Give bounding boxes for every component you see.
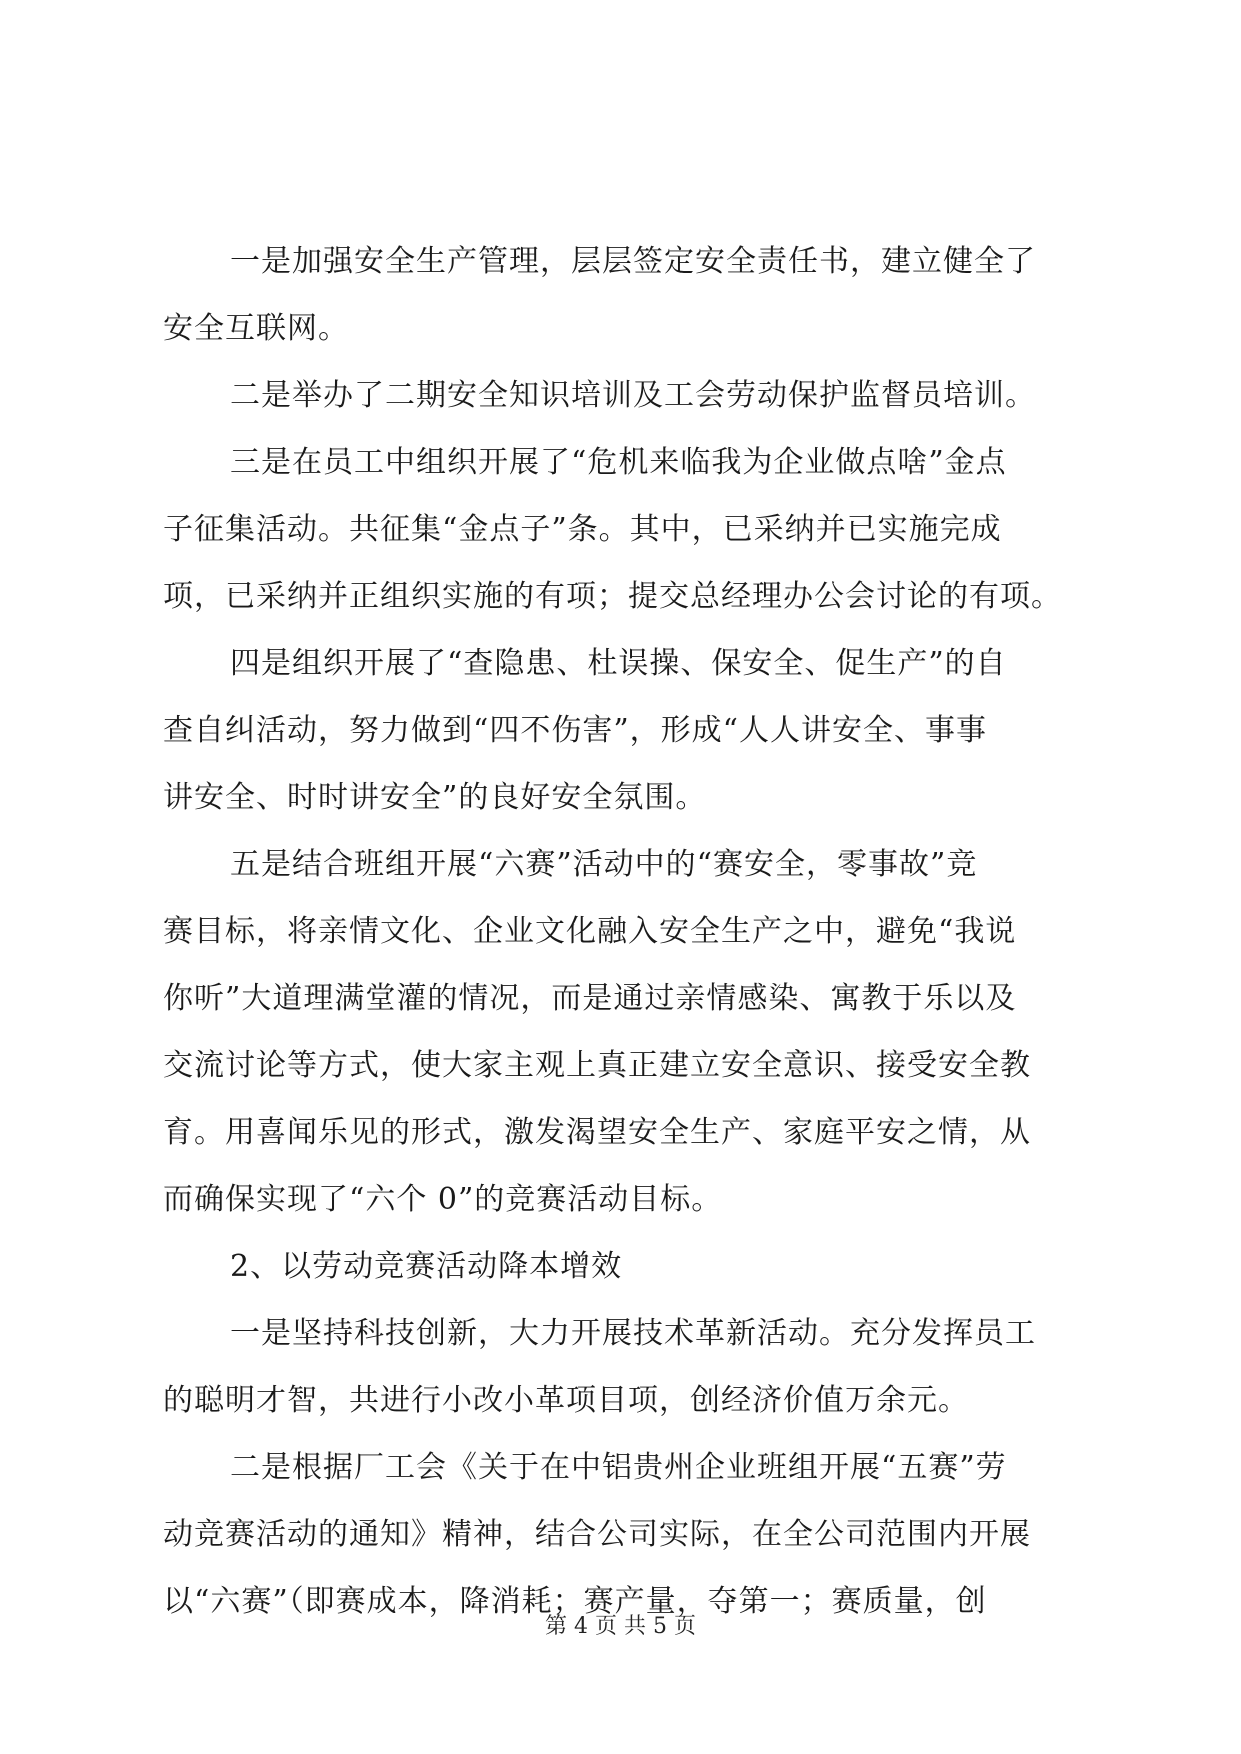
paragraph-5-line-4: 交流讨论等方式，使大家主观上真正建立安全意识、接受安全教 [163, 1048, 1031, 1083]
paragraph-3-line-1: 三是在员工中组织开展了“危机来临我为企业做点啥”金点 [230, 445, 1007, 480]
paragraph-5-line-1: 五是结合班组开展“六赛”活动中的“赛安全，零事故”竞 [230, 847, 978, 882]
paragraph-2-line-1: 二是举办了二期安全知识培训及工会劳动保护监督员培训。 [230, 378, 1036, 413]
paragraph-7-line-1: 一是坚持科技创新，大力开展技术革新活动。充分发挥员工 [230, 1316, 1036, 1351]
page-number-footer: 第 4 页 共 5 页 [545, 1614, 696, 1639]
paragraph-4-line-3: 讲安全、时时讲安全”的良好安全氛围。 [163, 780, 707, 815]
paragraph-8-line-3: 以“六赛”（即赛成本，降消耗；赛产量，夺第一；赛质量，创 [163, 1584, 987, 1619]
body-text [163, 228, 1078, 1635]
paragraph-7-line-2: 的聪明才智，共进行小改小革项目项，创经济价值万余元。 [163, 1383, 969, 1418]
paragraph-1-line-2: 安全互联网。 [163, 311, 349, 346]
section-heading: 2、以劳动竞赛活动降本增效 [230, 1249, 623, 1284]
paragraph-8-line-2: 动竞赛活动的通知》精神，结合公司实际，在全公司范围内开展 [163, 1517, 1031, 1552]
paragraph-4-line-2: 查自纠活动，努力做到“四不伤害”，形成“人人讲安全、事事 [163, 713, 988, 748]
paragraph-5-line-3: 你听”大道理满堂灌的情况，而是通过亲情感染、寓教于乐以及 [163, 981, 1017, 1016]
paragraph-5-line-6: 而确保实现了“六个 0”的竞赛活动目标。 [163, 1182, 723, 1217]
paragraph-5-line-5: 育。用喜闻乐见的形式，激发渴望安全生产、家庭平安之情，从 [163, 1115, 1031, 1150]
paragraph-1-line-1: 一是加强安全生产管理，层层签定安全责任书，建立健全了 [230, 244, 1036, 279]
paragraph-3-line-2: 子征集活动。共征集“金点子”条。其中，已采纳并已实施完成 [163, 512, 1002, 547]
paragraph-3-line-3: 项，已采纳并正组织实施的有项；提交总经理办公会讨论的有项。 [163, 579, 1062, 614]
paragraph-4-line-1: 四是组织开展了“查隐患、杜误操、保安全、促生产”的自 [230, 646, 1007, 681]
paragraph-5-line-2: 赛目标，将亲情文化、企业文化融入安全生产之中，避免“我说 [163, 914, 1017, 949]
paragraph-8-line-1: 二是根据厂工会《关于在中铝贵州企业班组开展“五赛”劳 [230, 1450, 1007, 1485]
